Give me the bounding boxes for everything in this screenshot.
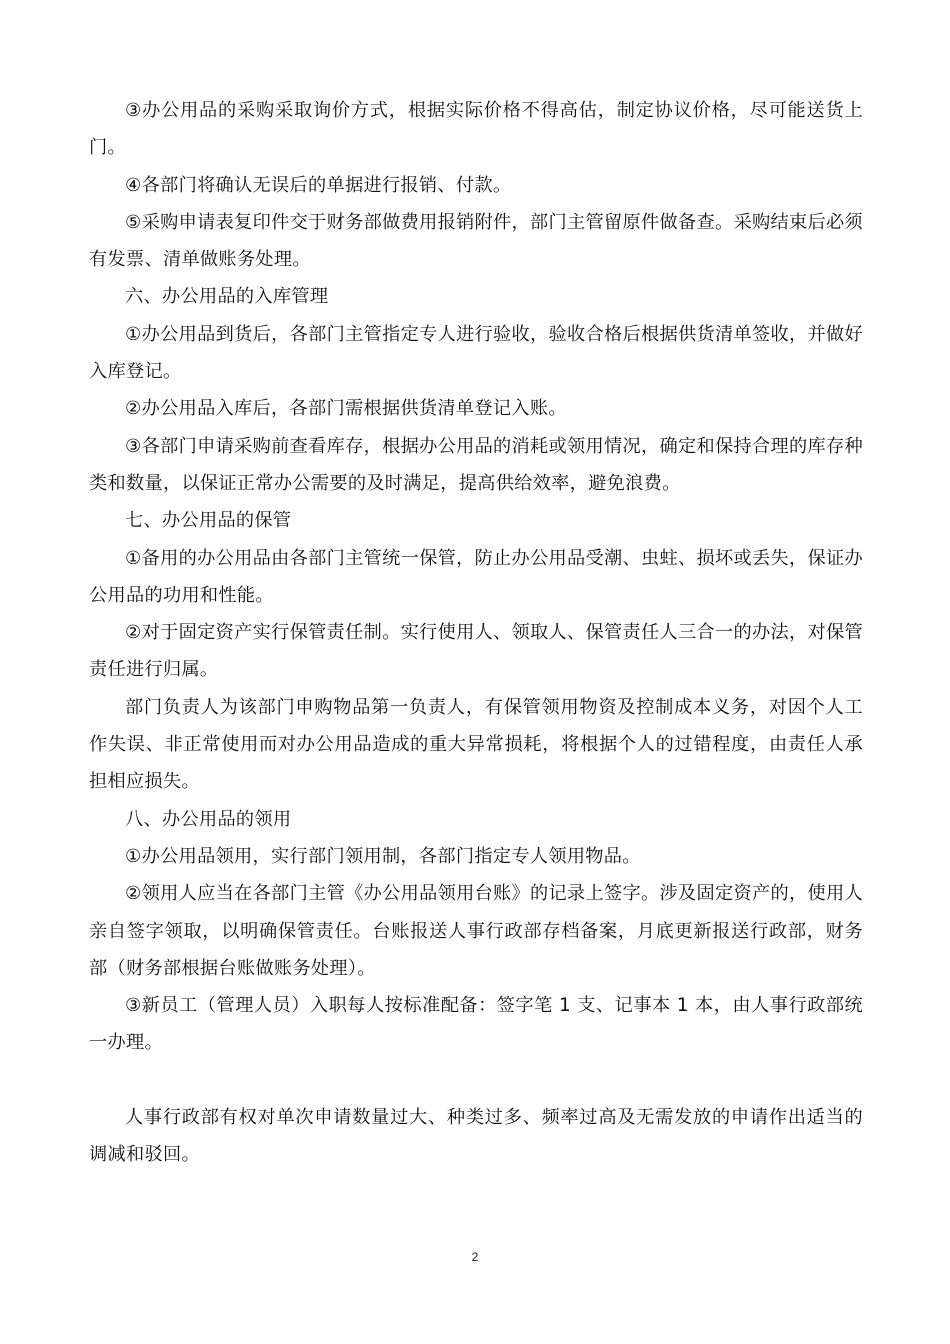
section-heading-warehousing: 六、办公用品的入库管理: [125, 286, 329, 308]
section-heading-requisition: 八、办公用品的领用: [125, 808, 292, 830]
paragraph-reimbursement: ④各部门将确认无误后的单据进行报销、付款。: [125, 174, 512, 196]
paragraph-department-responsibility: 部门负责人为该部门申购物品第一负责人，有保管领用物资及控制成本义务，对因个人工作失误、非正常使用而对办公用品造成的重大异常损耗，将根据个人的过错程度，由责任人承担相应损失。: [89, 696, 863, 793]
paragraph-storage-custody: ①备用的办公用品由各部门主管统一保管，防止办公用品受潮、虫蛀、损坏或丢失，保证办公用品的功用和性能。: [89, 547, 863, 606]
paragraph-hr-authority: 人事行政部有权对单次申请数量过大、种类过多、频率过高及无需发放的申请作出适当的调减和驳回。: [89, 1106, 863, 1166]
document-body: [89, 92, 863, 1173]
paragraph-new-employee-kit: ③新员工（管理人员）入职每人按标准配备：签字笔 1 支、记事本 1 本，由人事行政部统一办理。: [89, 995, 863, 1054]
section-heading-storage: 七、办公用品的保管: [125, 510, 292, 532]
paragraph-spacer: [89, 1062, 863, 1099]
paragraph-procurement-inquiry: ③办公用品的采购采取询价方式，根据实际价格不得高估，制定协议价格，尽可能送货上门。: [89, 100, 863, 159]
paragraph-acceptance: ①办公用品到货后，各部门主管指定专人进行验收，验收合格后根据供货清单签收，并做好入库登记。: [89, 323, 863, 383]
paragraph-requisition-system: ①办公用品领用，实行部门领用制，各部门指定专人领用物品。: [125, 845, 641, 867]
paragraph-application-copy: ⑤采购申请表复印件交于财务部做费用报销附件，部门主管留原件做备查。采购结束后必须有发票、清单做账务处理。: [89, 211, 863, 271]
paragraph-inventory-check: ③各部门申请采购前查看库存，根据办公用品的消耗或领用情况，确定和保持合理的库存种类和数量，以保证正常办公需要的及时满足，提高供给效率，避免浪费。: [89, 435, 863, 494]
paragraph-ledger-entry: ②办公用品入库后，各部门需根据供货清单登记入账。: [125, 398, 567, 420]
paragraph-fixed-assets: ②对于固定资产实行保管责任制。实行使用人、领取人、保管责任人三合一的办法，对保管责任进行归属。: [89, 622, 863, 681]
page-number: 2: [471, 1250, 479, 1264]
paragraph-requisition-signature: ②领用人应当在各部门主管《办公用品领用台账》的记录上签字。涉及固定资产的，使用人亲自签字领取，以明确保管责任。台账报送人事行政部存档备案，月底更新报送行政部，财务部（财务部根据台账做账务处理）。: [89, 883, 863, 979]
